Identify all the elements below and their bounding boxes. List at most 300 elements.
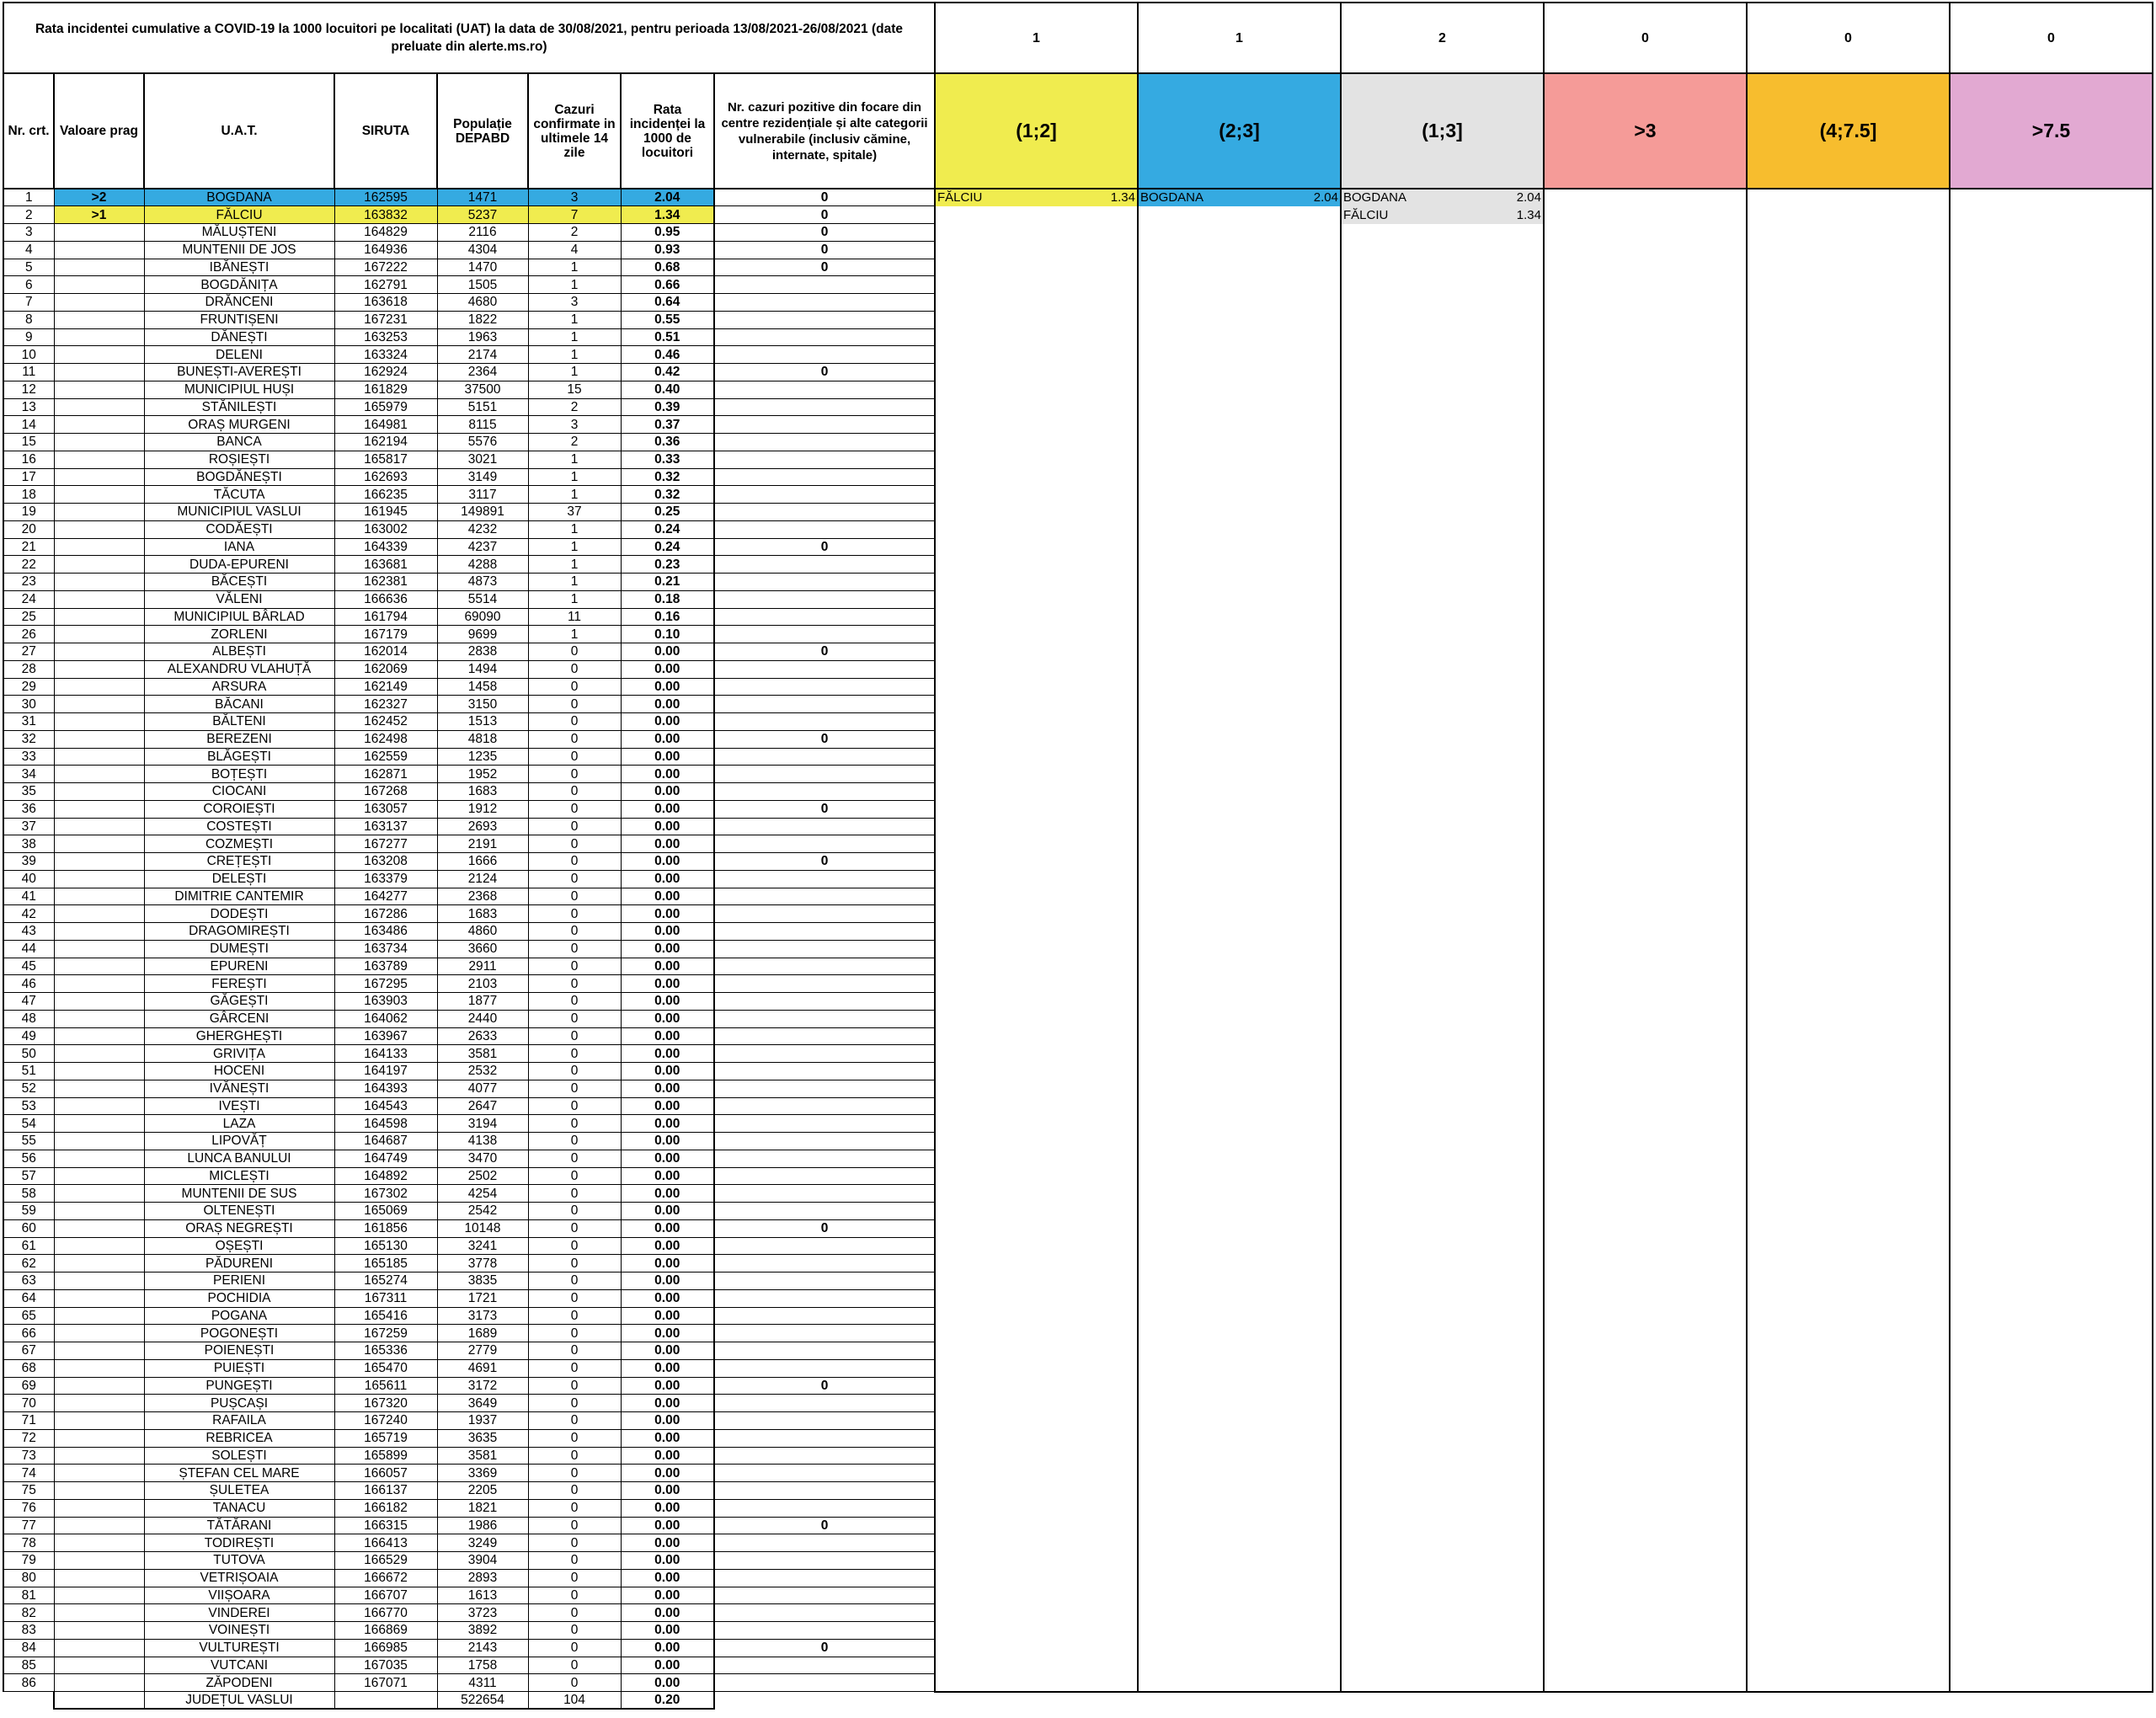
population: 5514 [437, 590, 528, 608]
bucket-empty-cell [1950, 1115, 2153, 1133]
bucket-empty-cell [1138, 905, 1341, 923]
bucket-empty-cell [1544, 504, 1747, 521]
bucket-empty-cell [1544, 1465, 1747, 1482]
row-number: 43 [3, 923, 54, 941]
bucket-empty-cell [1950, 294, 2153, 312]
table-row [3, 294, 2153, 312]
row-number: 84 [3, 1639, 54, 1657]
siruta-code: 162693 [334, 468, 437, 486]
row-number: 78 [3, 1534, 54, 1552]
bucket-empty-cell [1950, 1010, 2153, 1027]
incidence-rate: 0.40 [621, 381, 714, 398]
confirmed-cases: 0 [528, 1027, 621, 1045]
bucket-empty-cell [1544, 1237, 1747, 1255]
table-row [3, 1272, 2153, 1290]
bucket-range-header: (2;3] [1138, 73, 1341, 189]
bucket-empty-cell [1341, 1429, 1544, 1447]
confirmed-cases: 1 [528, 538, 621, 556]
bucket-empty-cell [1138, 1465, 1341, 1482]
bucket-empty-cell [1544, 434, 1747, 451]
row-number: 27 [3, 643, 54, 661]
confirmed-cases: 0 [528, 853, 621, 871]
bucket-empty-cell [935, 678, 1138, 696]
bucket-entry [1138, 189, 1341, 206]
siruta-code: 166137 [334, 1482, 437, 1500]
outbreak-cases [714, 1482, 935, 1500]
bucket-empty-cell [1341, 660, 1544, 678]
incidence-rate: 0.00 [621, 1674, 714, 1692]
row-number: 25 [3, 608, 54, 626]
outbreak-cases [714, 1534, 935, 1552]
bucket-empty-cell [1138, 1534, 1341, 1552]
threshold-value [54, 1604, 144, 1622]
uat-name: ORAȘ NEGREȘTI [144, 1219, 334, 1237]
outbreak-cases: 0 [714, 1639, 935, 1657]
bucket-empty-cell [1747, 678, 1950, 696]
bucket-empty-cell [1950, 1377, 2153, 1395]
table-row [3, 259, 2153, 276]
bucket-empty-cell [1747, 1185, 1950, 1203]
bucket-empty-cell [1950, 189, 2153, 206]
confirmed-cases: 0 [528, 1045, 621, 1063]
bucket-empty-cell [1138, 1342, 1341, 1360]
bucket-empty-cell [1138, 1587, 1341, 1604]
uat-name: ȘULETEA [144, 1482, 334, 1500]
bucket-empty-cell [1950, 818, 2153, 835]
population: 1822 [437, 311, 528, 328]
bucket-empty-cell [1341, 486, 1544, 504]
population: 2116 [437, 224, 528, 242]
siruta-code: 165336 [334, 1342, 437, 1360]
bucket-empty-cell [1747, 1167, 1950, 1185]
bucket-empty-cell [1544, 486, 1747, 504]
bucket-empty-cell [1950, 730, 2153, 748]
population: 1683 [437, 783, 528, 801]
uat-name: IANA [144, 538, 334, 556]
bucket-empty-cell [1341, 958, 1544, 975]
population: 4138 [437, 1133, 528, 1150]
bucket-empty-cell [1341, 1639, 1544, 1657]
table-row [3, 538, 2153, 556]
uat-name: GĂGEȘTI [144, 993, 334, 1011]
incidence-rate: 0.00 [621, 888, 714, 905]
bucket-empty-cell [935, 1063, 1138, 1080]
outbreak-cases [714, 574, 935, 591]
threshold-value [54, 783, 144, 801]
table-row [3, 398, 2153, 416]
bucket-empty-cell [1138, 888, 1341, 905]
table-row [3, 311, 2153, 328]
bucket-entry-name: FĂLCIU [937, 190, 983, 205]
confirmed-cases: 0 [528, 1063, 621, 1080]
population: 3117 [437, 486, 528, 504]
uat-name: BOGDĂNIȚA [144, 276, 334, 294]
confirmed-cases: 0 [528, 923, 621, 941]
incidence-rate: 0.00 [621, 1307, 714, 1325]
bucket-empty-cell [1138, 643, 1341, 661]
population: 37500 [437, 381, 528, 398]
siruta-code: 164339 [334, 538, 437, 556]
outbreak-cases [714, 504, 935, 521]
uat-name: TĂCUTA [144, 486, 334, 504]
uat-name: VINDEREI [144, 1604, 334, 1622]
row-number: 9 [3, 328, 54, 346]
row-number: 52 [3, 1080, 54, 1097]
row-number: 20 [3, 520, 54, 538]
bucket-empty-cell [1138, 504, 1341, 521]
outbreak-cases [714, 294, 935, 312]
row-number: 7 [3, 294, 54, 312]
table-row [3, 1482, 2153, 1500]
bucket-empty-cell [1950, 1342, 2153, 1360]
table-row [3, 608, 2153, 626]
bucket-empty-cell [1950, 259, 2153, 276]
siruta-code: 163253 [334, 328, 437, 346]
confirmed-cases: 37 [528, 504, 621, 521]
population: 2440 [437, 1010, 528, 1027]
threshold-value [54, 730, 144, 748]
threshold-value [54, 1219, 144, 1237]
table-row [3, 1219, 2153, 1237]
bucket-empty-cell [1138, 381, 1341, 398]
confirmed-cases: 1 [528, 590, 621, 608]
bucket-empty-cell [1950, 346, 2153, 364]
population: 1758 [437, 1657, 528, 1674]
population: 3635 [437, 1429, 528, 1447]
confirmed-cases: 0 [528, 1395, 621, 1412]
bucket-empty-cell [1138, 1569, 1341, 1587]
bucket-empty-cell [1138, 1307, 1341, 1325]
bucket-empty-cell [1341, 643, 1544, 661]
bucket-empty-cell [1544, 1395, 1747, 1412]
bucket-empty-cell [1138, 1517, 1341, 1534]
population: 3581 [437, 1447, 528, 1465]
bucket-empty-cell [1341, 1115, 1544, 1133]
row-number: 35 [3, 783, 54, 801]
threshold-value [54, 993, 144, 1011]
bucket-empty-cell [1950, 783, 2153, 801]
table-row [3, 416, 2153, 434]
bucket-empty-cell [1544, 696, 1747, 713]
incidence-rate: 0.93 [621, 241, 714, 259]
table-row [3, 748, 2153, 766]
column-header-cases: Cazuri confirmate in ultimele 14 zile [528, 73, 621, 189]
bucket-empty-cell [1341, 1569, 1544, 1587]
bucket-empty-cell [1138, 590, 1341, 608]
threshold-value [54, 853, 144, 871]
confirmed-cases: 0 [528, 1534, 621, 1552]
bucket-empty-cell [1138, 975, 1341, 993]
bucket-empty-cell [1950, 1237, 2153, 1255]
bucket-empty-cell [1138, 1289, 1341, 1307]
row-number: 82 [3, 1604, 54, 1622]
confirmed-cases: 1 [528, 486, 621, 504]
bucket-range-header: (1;3] [1341, 73, 1544, 189]
uat-name: MUNICIPIUL HUȘI [144, 381, 334, 398]
bucket-empty-cell [1544, 1359, 1747, 1377]
row-number: 67 [3, 1342, 54, 1360]
incidence-rate: 0.00 [621, 1219, 714, 1237]
population: 3649 [437, 1395, 528, 1412]
confirmed-cases: 1 [528, 468, 621, 486]
outbreak-cases [714, 1622, 935, 1640]
bucket-empty-cell [935, 504, 1138, 521]
threshold-value [54, 1045, 144, 1063]
outbreak-cases [714, 1289, 935, 1307]
bucket-empty-cell [1544, 678, 1747, 696]
bucket-empty-cell [1138, 1395, 1341, 1412]
table-row [3, 381, 2153, 398]
outbreak-cases [714, 1325, 935, 1342]
row-number: 65 [3, 1307, 54, 1325]
uat-name: DELEȘTI [144, 870, 334, 888]
population: 2502 [437, 1167, 528, 1185]
uat-name: TĂTĂRANI [144, 1517, 334, 1534]
siruta-code: 165719 [334, 1429, 437, 1447]
total-population: 522654 [437, 1692, 528, 1710]
population: 5237 [437, 206, 528, 224]
bucket-empty-cell [1341, 993, 1544, 1011]
outbreak-cases [714, 1080, 935, 1097]
bucket-empty-cell [1341, 678, 1544, 696]
bucket-empty-cell [1138, 328, 1341, 346]
bucket-empty-cell [935, 468, 1138, 486]
outbreak-cases [714, 888, 935, 905]
bucket-empty-cell [1544, 328, 1747, 346]
threshold-value [54, 608, 144, 626]
incidence-rate: 0.95 [621, 224, 714, 242]
report-title: Rata incidentei cumulative a COVID-19 la 1000 locuitori pe localitati (UAT) la data de 30/08/2021, pentru perioada 13/08/2021-26/08/2021 (date preluate din alerte.ms.ro) [3, 3, 935, 73]
row-number: 49 [3, 1027, 54, 1045]
bucket-empty-cell [1544, 1587, 1747, 1604]
threshold-value [54, 1342, 144, 1360]
outbreak-cases [714, 1203, 935, 1220]
column-header-uat: U.A.T. [144, 73, 334, 189]
incidence-rate: 0.00 [621, 1517, 714, 1534]
bucket-empty-cell [1544, 468, 1747, 486]
bucket-empty-cell [1950, 1097, 2153, 1115]
incidence-rate: 0.00 [621, 1395, 714, 1412]
siruta-code: 164936 [334, 241, 437, 259]
bucket-empty-cell [935, 853, 1138, 871]
outbreak-cases [714, 1167, 935, 1185]
bucket-empty-cell [935, 294, 1138, 312]
siruta-code: 167302 [334, 1185, 437, 1203]
row-number: 4 [3, 241, 54, 259]
incidence-rate: 0.32 [621, 486, 714, 504]
bucket-empty-cell [1950, 1063, 2153, 1080]
bucket-empty-cell [1950, 1307, 2153, 1325]
incidence-rate: 0.00 [621, 1465, 714, 1482]
threshold-value [54, 818, 144, 835]
bucket-empty-cell [1138, 1010, 1341, 1027]
siruta-code: 161829 [334, 381, 437, 398]
population: 1821 [437, 1499, 528, 1517]
bucket-empty-cell [1138, 574, 1341, 591]
bucket-empty-cell [1950, 835, 2153, 853]
outbreak-cases [714, 1499, 935, 1517]
bucket-empty-cell [1138, 1027, 1341, 1045]
bucket-empty-cell [1341, 870, 1544, 888]
bucket-empty-cell [1747, 206, 1950, 224]
population: 3778 [437, 1255, 528, 1272]
confirmed-cases: 0 [528, 1604, 621, 1622]
table-row [3, 660, 2153, 678]
population: 9699 [437, 626, 528, 643]
population: 3904 [437, 1552, 528, 1570]
population: 2143 [437, 1639, 528, 1657]
confirmed-cases: 1 [528, 364, 621, 381]
bucket-count: 2 [1341, 3, 1544, 73]
table-row [3, 1412, 2153, 1430]
row-number: 70 [3, 1395, 54, 1412]
bucket-empty-cell [1950, 486, 2153, 504]
row-number: 28 [3, 660, 54, 678]
bucket-empty-cell [1747, 1482, 1950, 1500]
bucket-empty-cell [1544, 783, 1747, 801]
bucket-empty-cell [1747, 1289, 1950, 1307]
row-number: 8 [3, 311, 54, 328]
total-label: JUDEȚUL VASLUI [144, 1692, 334, 1710]
bucket-empty-cell [1950, 328, 2153, 346]
outbreak-cases [714, 1569, 935, 1587]
confirmed-cases: 0 [528, 993, 621, 1011]
uat-name: VOINEȘTI [144, 1622, 334, 1640]
uat-name: FĂLCIU [144, 206, 334, 224]
population: 4232 [437, 520, 528, 538]
table-row [3, 1534, 2153, 1552]
row-number: 44 [3, 940, 54, 958]
bucket-empty-cell [1138, 853, 1341, 871]
siruta-code: 161794 [334, 608, 437, 626]
siruta-code: 163832 [334, 206, 437, 224]
bucket-empty-cell [1138, 486, 1341, 504]
row-number: 23 [3, 574, 54, 591]
uat-name: BĂLTENI [144, 713, 334, 731]
uat-name: VĂLENI [144, 590, 334, 608]
row-number: 55 [3, 1133, 54, 1150]
outbreak-cases: 0 [714, 1377, 935, 1395]
bucket-empty-cell [1747, 241, 1950, 259]
threshold-value [54, 1325, 144, 1342]
table-row [3, 730, 2153, 748]
incidence-rate: 0.00 [621, 1342, 714, 1360]
bucket-empty-cell [935, 1219, 1138, 1237]
bucket-empty-cell [1341, 241, 1544, 259]
bucket-empty-cell [935, 1412, 1138, 1430]
bucket-empty-cell [1950, 870, 2153, 888]
bucket-empty-cell [1138, 818, 1341, 835]
bucket-empty-cell [1747, 993, 1950, 1011]
bucket-empty-cell [1747, 468, 1950, 486]
confirmed-cases: 1 [528, 574, 621, 591]
uat-name: HOCENI [144, 1063, 334, 1080]
bucket-empty-cell [1341, 748, 1544, 766]
bucket-empty-cell [1747, 1045, 1950, 1063]
total-cases: 104 [528, 1692, 621, 1710]
population: 1458 [437, 678, 528, 696]
bucket-empty-cell [1544, 940, 1747, 958]
row-number: 31 [3, 713, 54, 731]
bucket-empty-cell [1544, 381, 1747, 398]
bucket-empty-cell [935, 940, 1138, 958]
siruta-code: 165979 [334, 398, 437, 416]
row-number: 60 [3, 1219, 54, 1237]
outbreak-cases [714, 1342, 935, 1360]
bucket-empty-cell [1747, 870, 1950, 888]
bucket-empty-cell [1341, 1447, 1544, 1465]
bucket-empty-cell [1747, 1325, 1950, 1342]
bucket-empty-cell [1950, 1639, 2153, 1657]
confirmed-cases: 1 [528, 328, 621, 346]
bucket-empty-cell [1544, 556, 1747, 574]
bucket-empty-cell [1544, 574, 1747, 591]
confirmed-cases: 0 [528, 1674, 621, 1692]
bucket-empty-cell [1544, 538, 1747, 556]
table-row [3, 1395, 2153, 1412]
bucket-empty-cell [1747, 1674, 1950, 1692]
row-number: 16 [3, 451, 54, 468]
bucket-empty-cell [1341, 888, 1544, 905]
bucket-entry-name: FĂLCIU [1343, 207, 1389, 222]
uat-name: POGANA [144, 1307, 334, 1325]
bucket-empty-cell [1544, 1552, 1747, 1570]
uat-name: DELENI [144, 346, 334, 364]
table-row [3, 451, 2153, 468]
siruta-code: 164598 [334, 1115, 437, 1133]
siruta-code: 167286 [334, 905, 437, 923]
threshold-value [54, 294, 144, 312]
siruta-code: 164062 [334, 1010, 437, 1027]
incidence-rate: 0.00 [621, 1167, 714, 1185]
bucket-entry-value: 2.04 [1516, 190, 1541, 205]
bucket-empty-cell [935, 1325, 1138, 1342]
uat-name: ZĂPODENI [144, 1674, 334, 1692]
incidence-rate: 0.00 [621, 696, 714, 713]
bucket-empty-cell [1544, 1534, 1747, 1552]
incidence-rate: 0.33 [621, 451, 714, 468]
bucket-empty-cell [1138, 556, 1341, 574]
threshold-value [54, 364, 144, 381]
confirmed-cases: 7 [528, 206, 621, 224]
bucket-empty-cell [1341, 1604, 1544, 1622]
bucket-empty-cell [1950, 311, 2153, 328]
bucket-empty-cell [1544, 643, 1747, 661]
incidence-rate: 0.00 [621, 1622, 714, 1640]
siruta-code: 163681 [334, 556, 437, 574]
bucket-empty-cell [1341, 1080, 1544, 1097]
population: 3369 [437, 1465, 528, 1482]
siruta-code: 163618 [334, 294, 437, 312]
outbreak-cases [714, 766, 935, 783]
bucket-empty-cell [1341, 381, 1544, 398]
incidence-rate: 0.00 [621, 1027, 714, 1045]
uat-name: REBRICEA [144, 1429, 334, 1447]
bucket-empty-cell [1544, 1063, 1747, 1080]
uat-name: OLTENEȘTI [144, 1203, 334, 1220]
row-number: 42 [3, 905, 54, 923]
outbreak-cases [714, 520, 935, 538]
total-row [3, 1692, 2153, 1710]
table-row [3, 556, 2153, 574]
table-row [3, 626, 2153, 643]
row-number: 75 [3, 1482, 54, 1500]
bucket-empty-cell [1138, 1552, 1341, 1570]
threshold-value [54, 1482, 144, 1500]
incidence-rate: 0.00 [621, 1063, 714, 1080]
bucket-empty-cell [1138, 1150, 1341, 1167]
row-number: 10 [3, 346, 54, 364]
